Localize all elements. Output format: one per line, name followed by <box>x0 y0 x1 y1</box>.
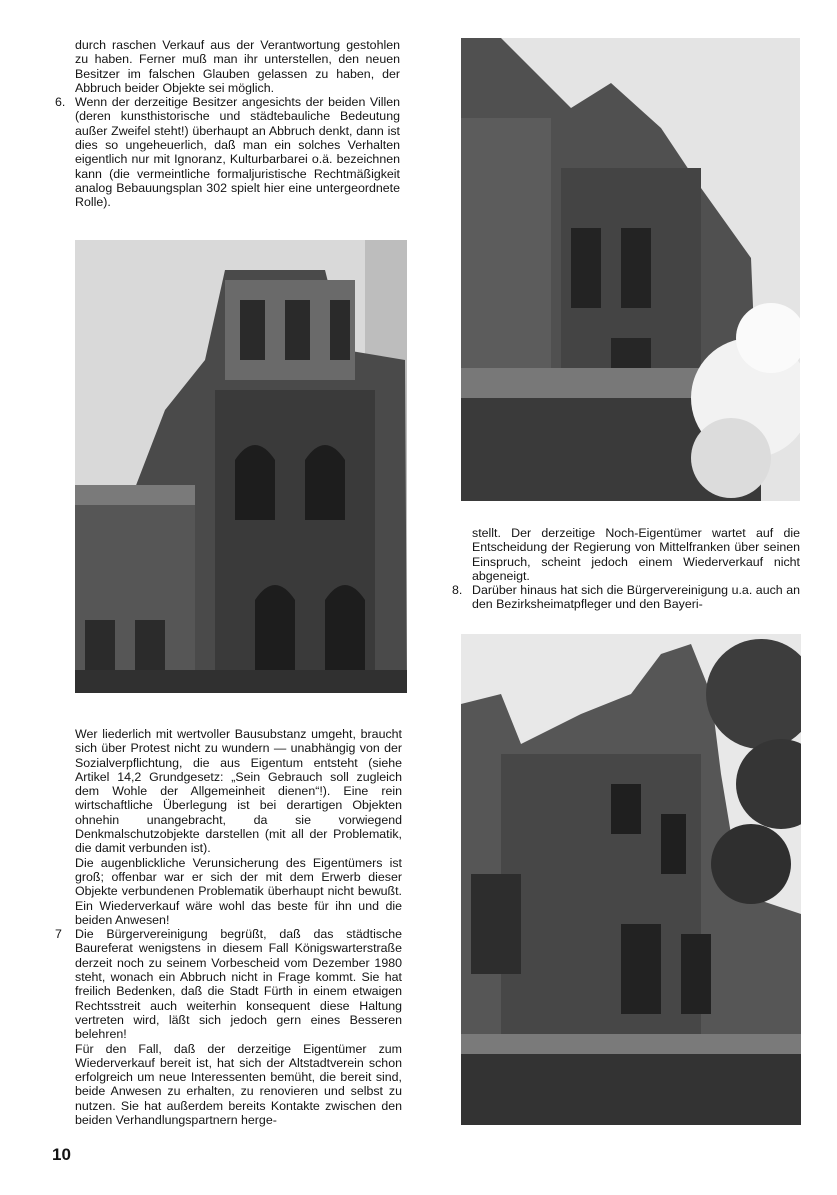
photo-villa-facade <box>461 634 801 1125</box>
text-block-top-left <box>55 38 400 210</box>
photo-villa-tower <box>75 240 407 693</box>
photo-facade-detail <box>461 38 800 501</box>
list-item-text: Darüber hinaus hat sich die Bürgervereinigung u.a. auch an den Bezirksheimatpfleger und den Bayeri- <box>472 583 800 612</box>
list-item-text: Die Bürgervereinigung begrüßt, daß das städtische Baureferat wenigstens in diesem Fall Königswarterstraße derzeit noch zu seinem Vorbescheid vom Dezember 1980 steht, wonach ein Abbruch nicht in Frage kommt. Sie hat freilich Bedenken, daß die Stadt Fürth in einem etwaigen Rechtsstreit auch weiterhin konsequent diese Haltung vertreten wird, läßt sich jedoch gern eines Besseren belehren! <box>75 927 402 1042</box>
text-block-bottom-left <box>55 727 402 1128</box>
paragraph: Für den Fall, daß der derzeitige Eigentümer zum Wiederverkauf bereit ist, hat sich der Altstadtverein schon erfolgreich um neue Interessenten bemüht, die bereit sind, beide Anwesen zu erhalten, zu renovieren und selbst zu nutzen. Sie hat außerdem bereits Kontakte zwischen den beiden Verhandlungspartnern herge- <box>75 1041 402 1128</box>
paragraph: Wer liederlich mit wertvoller Bausubstanz umgeht, braucht sich über Protest nicht zu wundern — unabhängig von der Sozialverpflichtung, die aus Eigentum entsteht (siehe Artikel 14,2 Grundgesetz: „Sein Gebrauch soll zugleich dem Wohle der Allgemeinheit dienen“!). Eine rein wirtschaftliche Überlegung ist bei derartigen Objekten ohnehin unangebracht, da sie vorwiegend Denkmalschutzobjekte darstellen (mit all der Problematik, die damit verbunden ist). <box>75 727 402 856</box>
paragraph: stellt. Der derzeitige Noch-Eigentümer wartet auf die Entscheidung der Regierung von Mittelfranken über seinen Einspruch, scheint jedoch einem Wiederverkauf nicht abgeneigt. <box>472 526 800 583</box>
text-block-middle-right <box>452 526 800 612</box>
list-number: 8. <box>452 583 463 598</box>
list-item-text: Wenn der derzeitige Besitzer angesichts der beiden Villen (deren kunsthistorische und städtebauliche Bedeutung außer Zweifel steht!) überhaupt an Abbruch denkt, dann ist dies so ungeheuerlich, daß man ein solches Verhalten eigentlich nur mit Ignoranz, Kulturbarbarei o.ä. bezeichnen kann (die vermeintliche formaljuristische Rechtmäßigkeit analog Bebauungsplan 302 spielt hier eine untergeordnete Rolle). <box>75 95 400 210</box>
paragraph: durch raschen Verkauf aus der Verantwortung gestohlen zu haben. Ferner muß man ihr unterstellen, den neuen Besitzer im falschen Glauben gelassen zu haben, der Abbruch beider Objekte sei möglich. <box>75 38 400 95</box>
list-number: 6. <box>55 95 66 110</box>
list-item-8 <box>452 583 800 612</box>
photo-villa-facade-image <box>461 634 801 1125</box>
photo-facade-detail-image <box>461 38 800 501</box>
list-item-6 <box>55 95 400 210</box>
page-number: 10 <box>52 1145 71 1164</box>
paragraph: Die augenblickliche Verunsicherung des Eigentümers ist groß; offenbar war er sich der mit dem Erwerb dieser Objekte verbundenen Problematik überhaupt nicht bewußt. Ein Wiederverkauf wäre wohl das beste für ihn und die beiden Anwesen! <box>75 855 402 927</box>
photo-villa-tower-image <box>75 240 407 693</box>
list-item-7 <box>55 927 402 1042</box>
list-number: 7 <box>55 927 62 942</box>
